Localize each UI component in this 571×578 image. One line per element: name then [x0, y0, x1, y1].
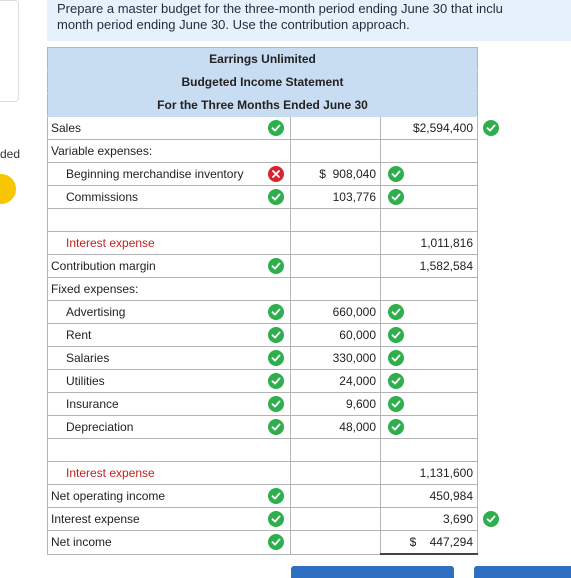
depreciation-label: Depreciation	[66, 420, 134, 434]
check-icon	[268, 189, 284, 205]
row-variable-expenses	[48, 140, 478, 163]
salaries-label-cell[interactable]	[48, 347, 291, 370]
advertising-amount: 660,000	[332, 305, 376, 319]
contribution-margin-label: Contribution margin	[51, 259, 156, 273]
row-empty-1	[48, 209, 478, 232]
salaries-label: Salaries	[66, 351, 110, 365]
sales-total-cell[interactable]	[381, 117, 478, 140]
rent-amount: 60,000	[339, 328, 376, 342]
check-icon	[483, 511, 499, 527]
net-income-total-cell[interactable]	[381, 531, 478, 555]
row-utilities	[48, 370, 478, 393]
interest-expense-label-cell[interactable]	[48, 232, 291, 255]
commissions-label: Commissions	[66, 190, 139, 204]
utilities-label: Utilities	[66, 374, 105, 388]
variable-expenses-label: Variable expenses:	[48, 140, 291, 163]
sales-label: Sales	[51, 121, 82, 135]
income-statement-table	[47, 47, 478, 555]
check-icon	[268, 488, 284, 504]
instructions-line-2: month period ending June 30. Use the contribution approach.	[57, 17, 410, 32]
beginning-inventory-label: Beginning merchandise inventory	[66, 167, 244, 181]
commissions-amount-cell[interactable]	[291, 186, 381, 209]
row-rent	[48, 324, 478, 347]
empty-label-cell[interactable]	[48, 439, 291, 462]
check-icon	[268, 373, 284, 389]
left-panel-edge	[0, 0, 19, 102]
interest-expense-total-cell[interactable]	[381, 508, 478, 531]
contribution-margin-total: 1,582,584	[419, 259, 474, 273]
row-sales	[48, 117, 478, 140]
salaries-amount-cell[interactable]	[291, 347, 381, 370]
net-operating-income-total: 450,984	[429, 489, 474, 503]
advertising-label: Advertising	[66, 305, 126, 319]
sales-label-cell[interactable]	[48, 117, 291, 140]
rent-label: Rent	[66, 328, 92, 342]
check-icon	[268, 350, 284, 366]
row-insurance	[48, 393, 478, 416]
statement-period: For the Three Months Ended June 30	[48, 94, 478, 117]
net-income-total: $ 447,294	[409, 535, 474, 549]
row-commissions	[48, 186, 478, 209]
row-depreciation	[48, 416, 478, 439]
row-net-income	[48, 531, 478, 555]
advertising-label-cell[interactable]	[48, 301, 291, 324]
company-name: Earrings Unlimited	[48, 48, 478, 71]
advertising-amount-cell[interactable]	[291, 301, 381, 324]
instructions-line-1: Prepare a master budget for the three-month period ending June 30 that inclu	[57, 1, 503, 16]
net-income-label-cell[interactable]	[48, 531, 291, 555]
insurance-amount-cell[interactable]	[291, 393, 381, 416]
check-icon	[268, 419, 284, 435]
check-icon	[268, 120, 284, 136]
check-icon	[268, 396, 284, 412]
row-fixed-expenses	[48, 278, 478, 301]
utilities-amount-cell[interactable]	[291, 370, 381, 393]
interest-expense-label: Interest expense	[66, 466, 155, 480]
interest-expense-label: Interest expense	[51, 512, 140, 526]
row-interest-expense-2	[48, 462, 478, 485]
check-icon	[268, 511, 284, 527]
error-x-icon	[268, 166, 284, 182]
beginning-inventory-label-cell[interactable]	[48, 163, 291, 186]
insurance-label: Insurance	[66, 397, 119, 411]
sales-total: $2,594,400	[412, 121, 474, 135]
statement-title: Budgeted Income Statement	[48, 71, 478, 94]
check-icon	[268, 304, 284, 320]
contribution-margin-total-cell[interactable]	[381, 255, 478, 278]
row-net-operating-income	[48, 485, 478, 508]
commissions-label-cell[interactable]	[48, 186, 291, 209]
beginning-inventory-amount-cell[interactable]	[291, 163, 381, 186]
beginning-inventory-amount: $ 908,040	[319, 167, 376, 181]
salaries-amount: 330,000	[332, 351, 376, 365]
check-icon	[268, 258, 284, 274]
instructions-box	[47, 0, 571, 41]
depreciation-amount-cell[interactable]	[291, 416, 381, 439]
side-label: ded	[0, 147, 21, 161]
empty-label-cell[interactable]	[48, 209, 291, 232]
interest-expense-total: 1,131,600	[419, 466, 474, 480]
row-interest-expense-1	[48, 232, 478, 255]
utilities-label-cell[interactable]	[48, 370, 291, 393]
insurance-label-cell[interactable]	[48, 393, 291, 416]
depreciation-label-cell[interactable]	[48, 416, 291, 439]
interest-expense-total: 1,011,816	[420, 236, 474, 250]
net-operating-income-total-cell[interactable]	[381, 485, 478, 508]
fixed-expenses-label: Fixed expenses:	[48, 278, 291, 301]
check-icon	[268, 534, 284, 550]
row-interest-expense-3	[48, 508, 478, 531]
utilities-amount: 24,000	[339, 374, 376, 388]
interest-expense-label: Interest expense	[66, 236, 155, 250]
net-operating-income-label: Net operating income	[51, 489, 166, 503]
row-empty-2	[48, 439, 478, 462]
interest-expense-total: 3,690	[442, 512, 474, 526]
sales-amount-cell[interactable]	[291, 117, 381, 140]
net-operating-income-label-cell[interactable]	[48, 485, 291, 508]
interest-expense-total-cell[interactable]	[381, 232, 478, 255]
depreciation-amount: 48,000	[339, 420, 376, 434]
next-button[interactable]	[474, 566, 571, 578]
row-beginning-inventory	[48, 163, 478, 186]
progress-indicator-dot	[0, 174, 16, 204]
interest-expense-total-cell[interactable]	[381, 462, 478, 485]
rent-amount-cell[interactable]	[291, 324, 381, 347]
row-salaries	[48, 347, 478, 370]
net-income-label: Net income	[51, 535, 112, 550]
row-contribution-margin	[48, 255, 478, 278]
interest-expense-label-cell[interactable]	[48, 462, 291, 485]
insurance-amount: 9,600	[345, 397, 376, 411]
rent-label-cell[interactable]	[48, 324, 291, 347]
previous-button[interactable]	[291, 566, 454, 578]
interest-expense-label-cell[interactable]	[48, 508, 291, 531]
check-icon	[483, 120, 499, 136]
commissions-amount: 103,776	[332, 190, 376, 204]
row-advertising	[48, 301, 478, 324]
check-icon	[268, 327, 284, 343]
contribution-margin-label-cell[interactable]	[48, 255, 291, 278]
